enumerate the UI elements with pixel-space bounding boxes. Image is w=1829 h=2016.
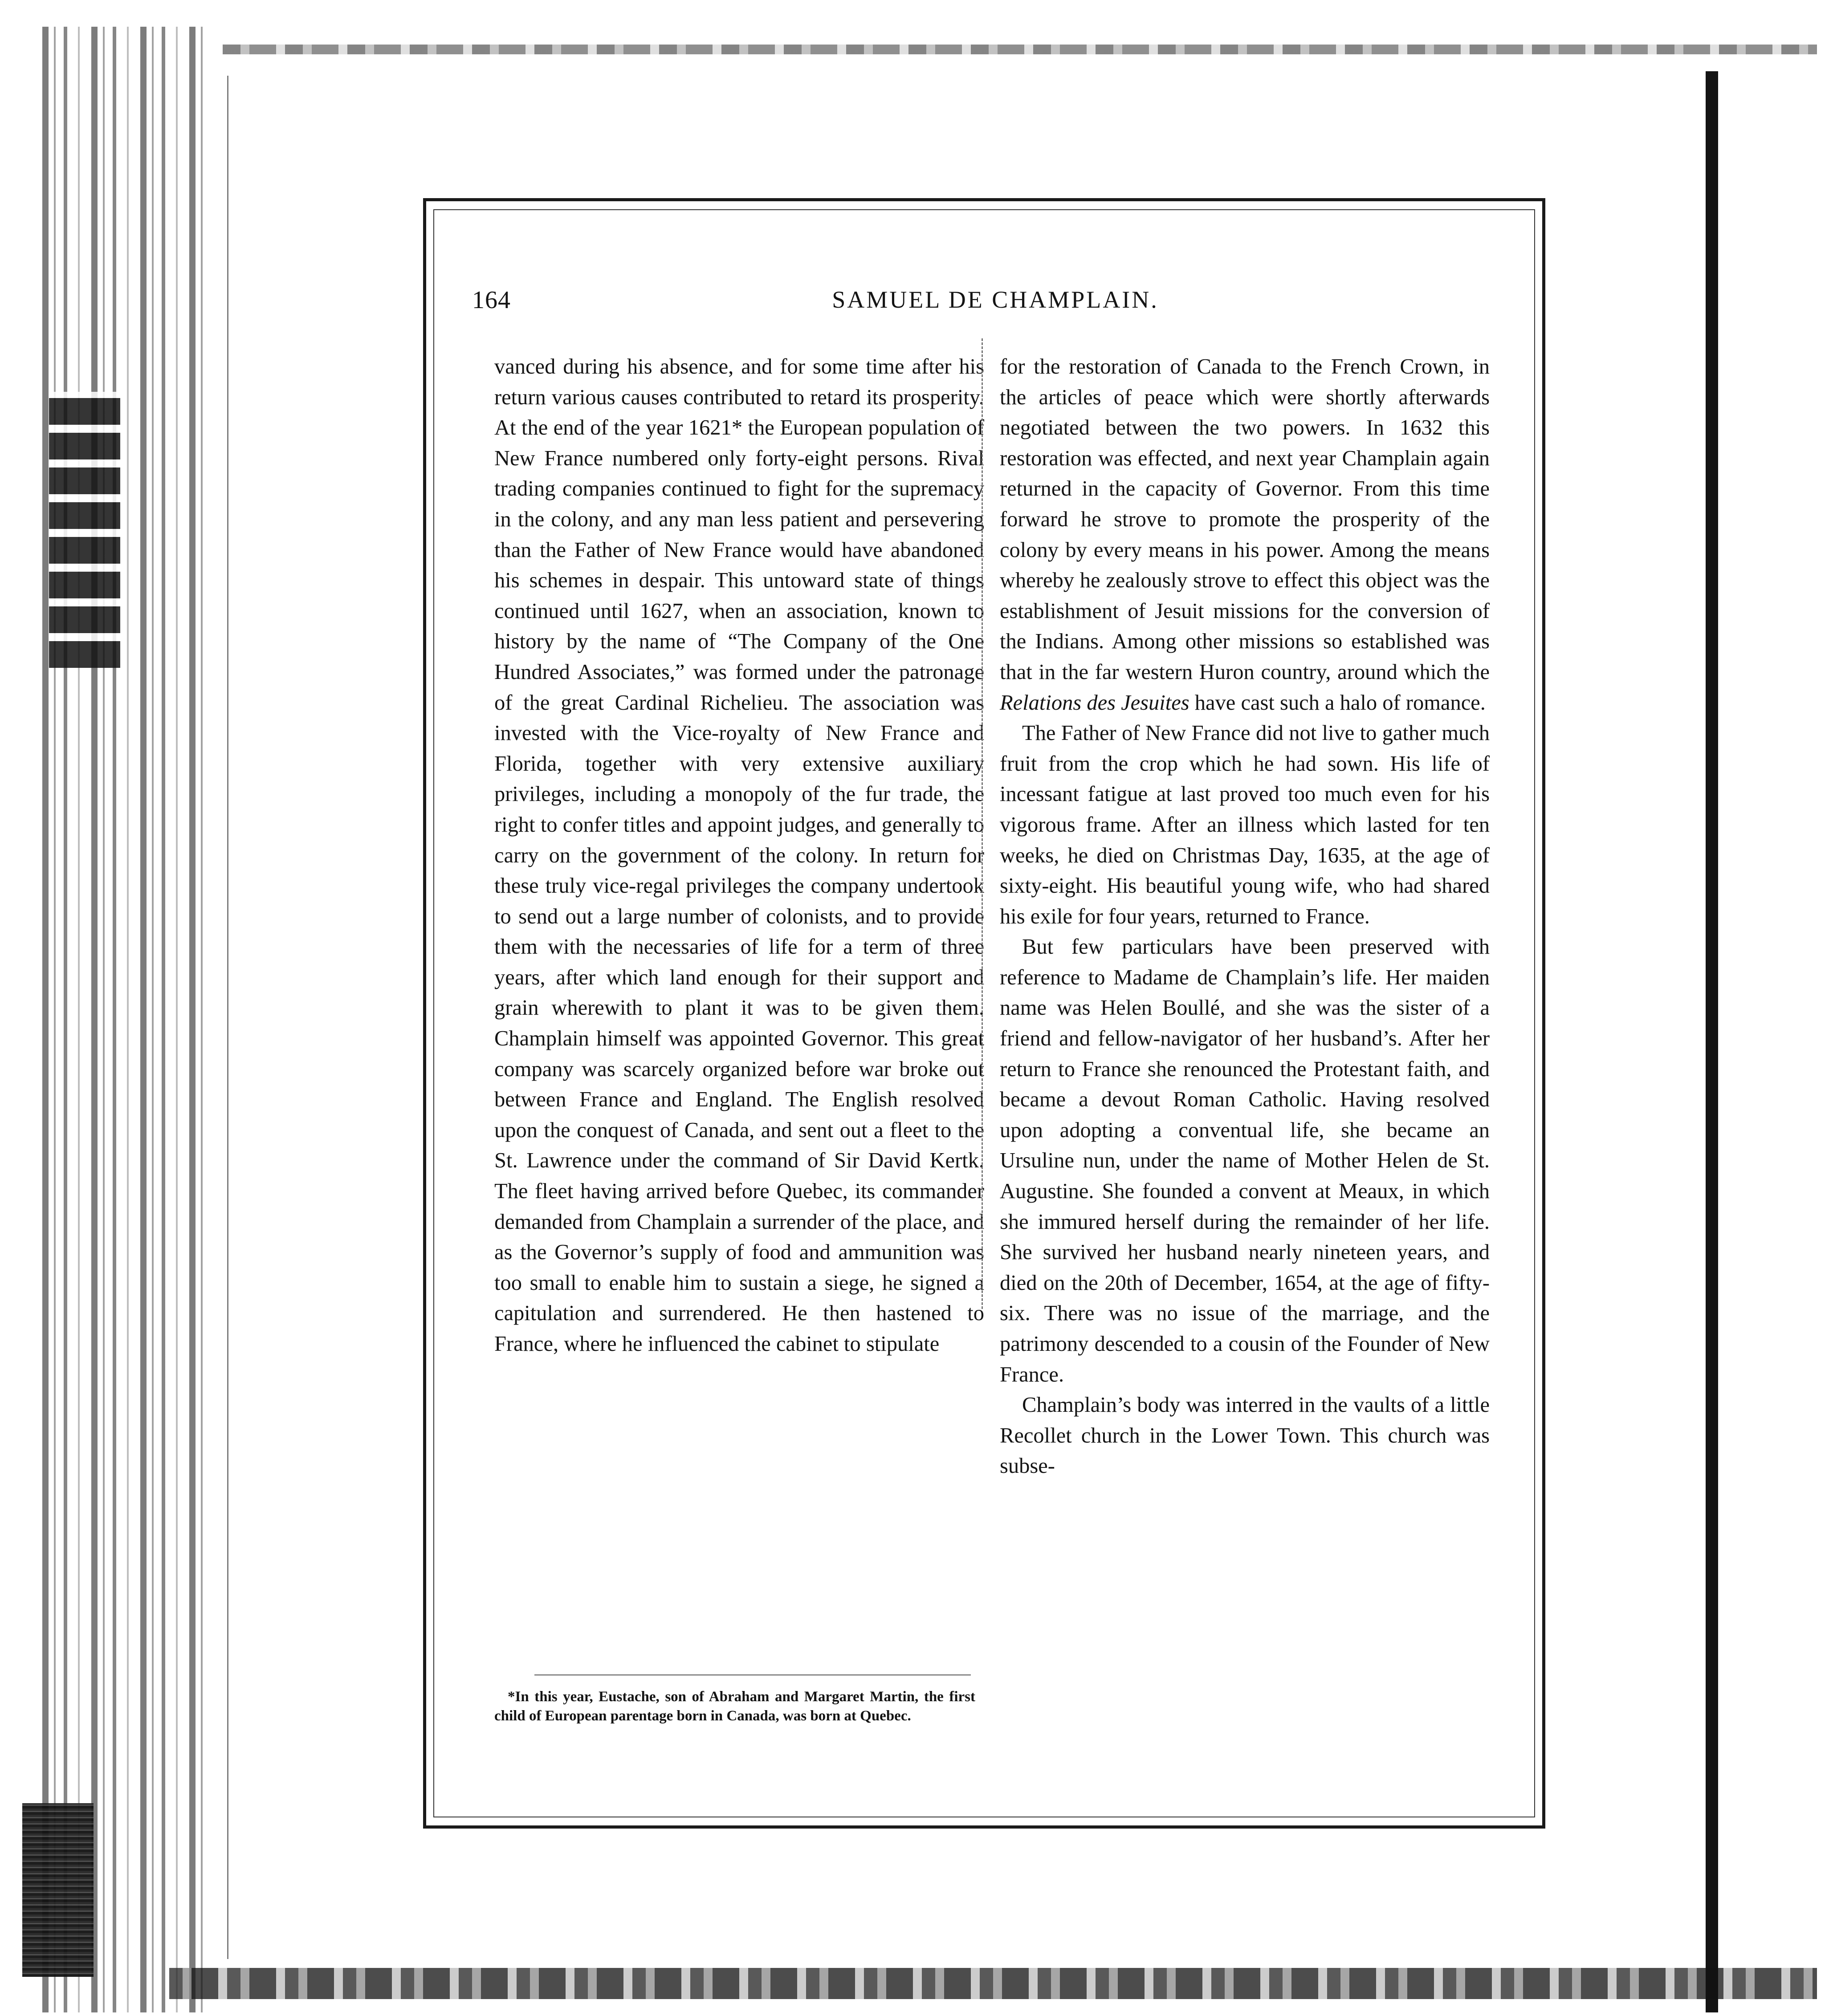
right-paragraph-4: Champlain’s body was interred in the vaults of a little Recollet church in the Lower Town. This church was subse- — [1000, 1393, 1490, 1478]
book-title: SAMUEL DE CHAMPLAIN. — [832, 286, 1159, 313]
column-divider — [982, 338, 983, 1309]
scan-edge-left — [42, 27, 207, 2012]
right-paragraph-2: The Father of New France did not live to gather much fruit from the crop which he had sown. His life of incessant fatigue at last proved too much even for his vigorous frame. After an illness which lasted for ten weeks, he died on Christmas Day, 1635, at the age of sixty-eight. His beautiful young wife, who had shared his exile for four years, returned to France. — [1000, 721, 1490, 928]
scan-dark-block — [22, 1803, 94, 1977]
page-frame-bottom — [423, 1825, 1545, 1829]
right-paragraph-1-end: have cast such a halo of romance. — [1189, 691, 1486, 715]
page-frame-top — [423, 198, 1545, 201]
scan-page-notches — [49, 392, 120, 668]
page-frame-left — [423, 198, 426, 1829]
scan-edge-bottom — [169, 1968, 1817, 1999]
scan-edge-right — [1706, 71, 1718, 2012]
left-column — [494, 352, 984, 1360]
page-number: 164 — [472, 286, 511, 314]
page-frame-inner-top — [433, 209, 1535, 210]
right-paragraph-3: But few particulars have been preserved with reference to Madame de Champlain’s life. Her maiden name was Helen Boullé, and she was the sister of a friend and fellow-navigator of her husband’s. After her return to France she renounced the Protestant faith, and became a devout Roman Catholic. Having resolved upon adopting a conventual life, she became an Ursuline nun, under the name of Mother Helen de St. Augustine. She founded a convent at Meaux, in which she immured herself during the remainder of her life. She survived her husband nearly nineteen years, and died on the 20th of December, 1654, at the age of fifty-six. There was no issue of the marriage, and the patrimony descended to a cousin of the Founder of New France. — [1000, 935, 1490, 1386]
left-paragraph-1: vanced during his absence, and for some time after his return various causes contributed to retard its prosperity. At the end of the year 1621* the European population of New France numbered only forty-eight persons. Rival trading companies continued to fight for the supremacy in the colony, and any man less patient and persevering than the Father of New France would have abandoned his schemes in despair. This untoward state of things continued until 1627, when an association, known to history by the name of “The Company of the One Hundred Associates,” was formed under the patronage of the great Cardinal Richelieu. The association was invested with the Vice-royalty of New France and Florida, together with very extensive auxiliary privileges, including a monopoly of the fur trade, the right to confer titles and appoint judges, and generally to carry on the government of the colony. In return for these truly vice-regal privileges the company undertook to send out a large number of colonists, and to provide them with the necessaries of life for a term of three years, after which land enough for their support and grain wherewith to plant it was to be given them. Champlain himself was appointed Governor. This great company was scarcely organized before war broke out between France and England. The English resolved upon the conquest of Canada, and sent out a fleet to the St. Lawrence under the command of Sir David Kertk. The fleet having arrived before Quebec, its commander demanded from Champlain a surrender of the place, and as the Governor’s supply of food and ammunition was too small to enable him to sustain a siege, he signed a capitulation and surrendered. He then hastened to France, where he influenced the cabinet to stipulate — [494, 355, 984, 1356]
right-column — [1000, 352, 1490, 1482]
footnote: *In this year, Eustache, son of Abraham and Margaret Martin, the first child of European parentage born in Canada, was born at Quebec. — [494, 1689, 975, 1724]
running-head — [472, 286, 1479, 321]
relations-title: Relations des Jesuites — [1000, 691, 1189, 715]
page-frame-right — [1542, 198, 1545, 1829]
right-paragraph-1 — [1000, 352, 1490, 718]
scan-edge-top — [223, 45, 1817, 54]
right-paragraph-1-text: for the restoration of Canada to the French Crown, in the articles of peace which were shortly afterwards negotiated between the two powers. In 1632 this restoration was effected, and next year Champlain again returned in the capacity of Governor. From this time forward he strove to promote the prosperity of the colony by every means in his power. Among the means whereby he zealously strove to effect this object was the establishment of Jesuit missions for the conversion of the Indians. Among other missions so established was that in the far western Huron country, around which the — [1000, 355, 1490, 684]
page-frame-inner-left — [433, 209, 434, 1817]
page-frame-inner-right — [1534, 209, 1535, 1817]
scan-inner-line — [227, 76, 228, 1959]
